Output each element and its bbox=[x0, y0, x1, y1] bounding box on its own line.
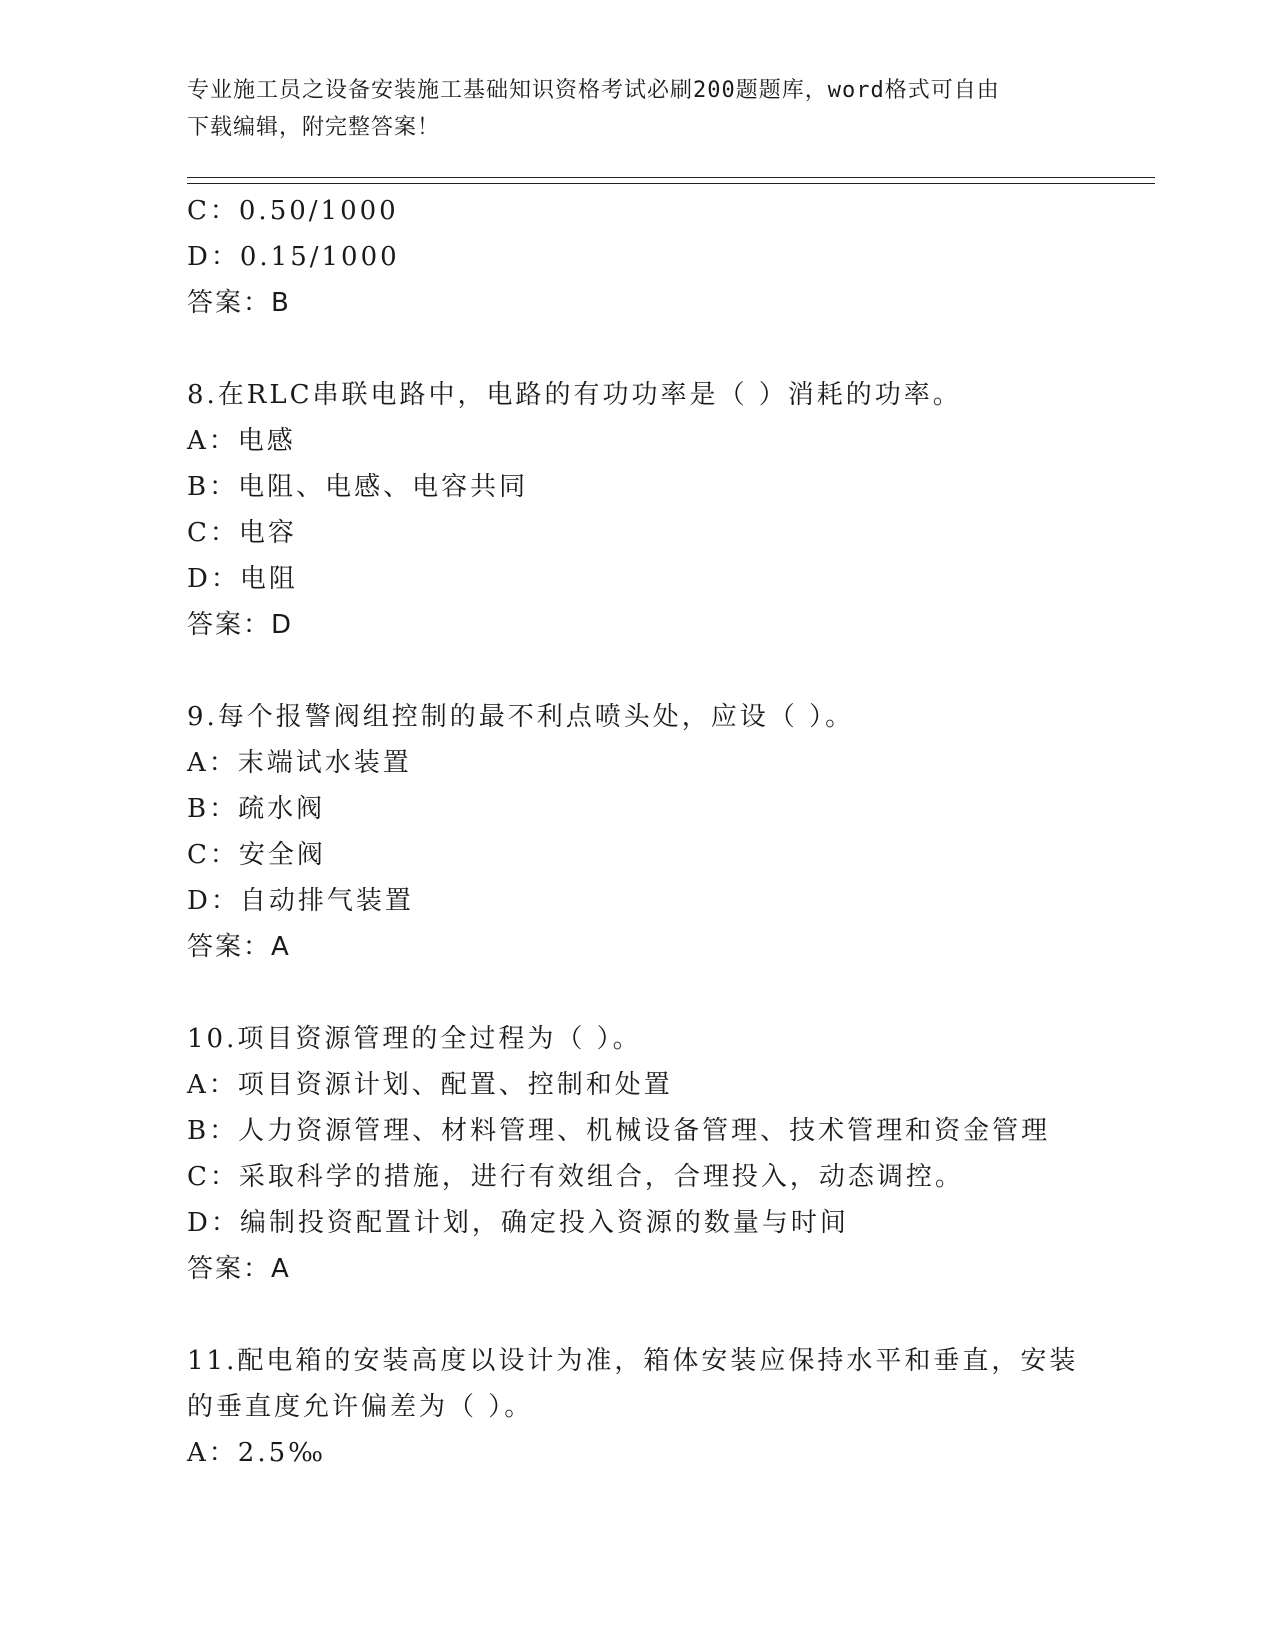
option-d: D：编制投资配置计划，确定投入资源的数量与时间 bbox=[187, 1208, 849, 1238]
option-d: D：电阻 bbox=[187, 564, 298, 594]
document-header bbox=[187, 72, 1087, 146]
option-d: D：0.15/1000 bbox=[187, 242, 400, 272]
question-text: 9.每个报警阀组控制的最不利点喷头处，应设（ ）。 bbox=[187, 702, 855, 732]
header-divider-bottom bbox=[187, 183, 1155, 184]
answer-line: 答案：D bbox=[187, 610, 294, 640]
question-block-9 bbox=[187, 694, 1087, 970]
question-text: 11.配电箱的安装高度以设计为准，箱体安装应保持水平和垂直，安装的垂直度允许偏差为（ ）。 bbox=[187, 1346, 1079, 1422]
option-c: C：安全阀 bbox=[187, 840, 326, 870]
answer-line: 答案：B bbox=[187, 288, 291, 318]
question-block-8 bbox=[187, 372, 1087, 648]
option-d: D：自动排气装置 bbox=[187, 886, 414, 916]
answer-line: 答案：A bbox=[187, 932, 291, 962]
header-divider-top bbox=[187, 177, 1155, 178]
option-c: C：0.50/1000 bbox=[187, 196, 399, 226]
answer-line: 答案：A bbox=[187, 1254, 291, 1284]
question-list bbox=[187, 188, 1087, 1476]
question-block-10 bbox=[187, 1016, 1087, 1292]
question-block-7-continued bbox=[187, 188, 1087, 326]
option-b: B：电阻、电感、电容共同 bbox=[187, 472, 529, 502]
question-text: 8.在RLC串联电路中，电路的有功功率是（ ）消耗的功率。 bbox=[187, 380, 962, 410]
option-a: A：末端试水装置 bbox=[187, 748, 412, 778]
option-b: B：疏水阀 bbox=[187, 794, 326, 824]
option-a: A：电感 bbox=[187, 426, 296, 456]
header-line-2: 下载编辑，附完整答案！ bbox=[187, 115, 441, 140]
option-c: C：采取科学的措施，进行有效组合，合理投入，动态调控。 bbox=[187, 1162, 964, 1192]
header-line-1: 专业施工员之设备安装施工基础知识资格考试必刷200题题库，word格式可自由 bbox=[187, 78, 1000, 103]
option-a: A：项目资源计划、配置、控制和处置 bbox=[187, 1070, 673, 1100]
option-a: A：2.5‰ bbox=[187, 1438, 327, 1468]
question-text: 10.项目资源管理的全过程为（ ）。 bbox=[187, 1024, 642, 1054]
option-b: B：人力资源管理、材料管理、机械设备管理、技术管理和资金管理 bbox=[187, 1116, 1051, 1146]
question-block-11 bbox=[187, 1338, 1087, 1476]
option-c: C：电容 bbox=[187, 518, 297, 548]
